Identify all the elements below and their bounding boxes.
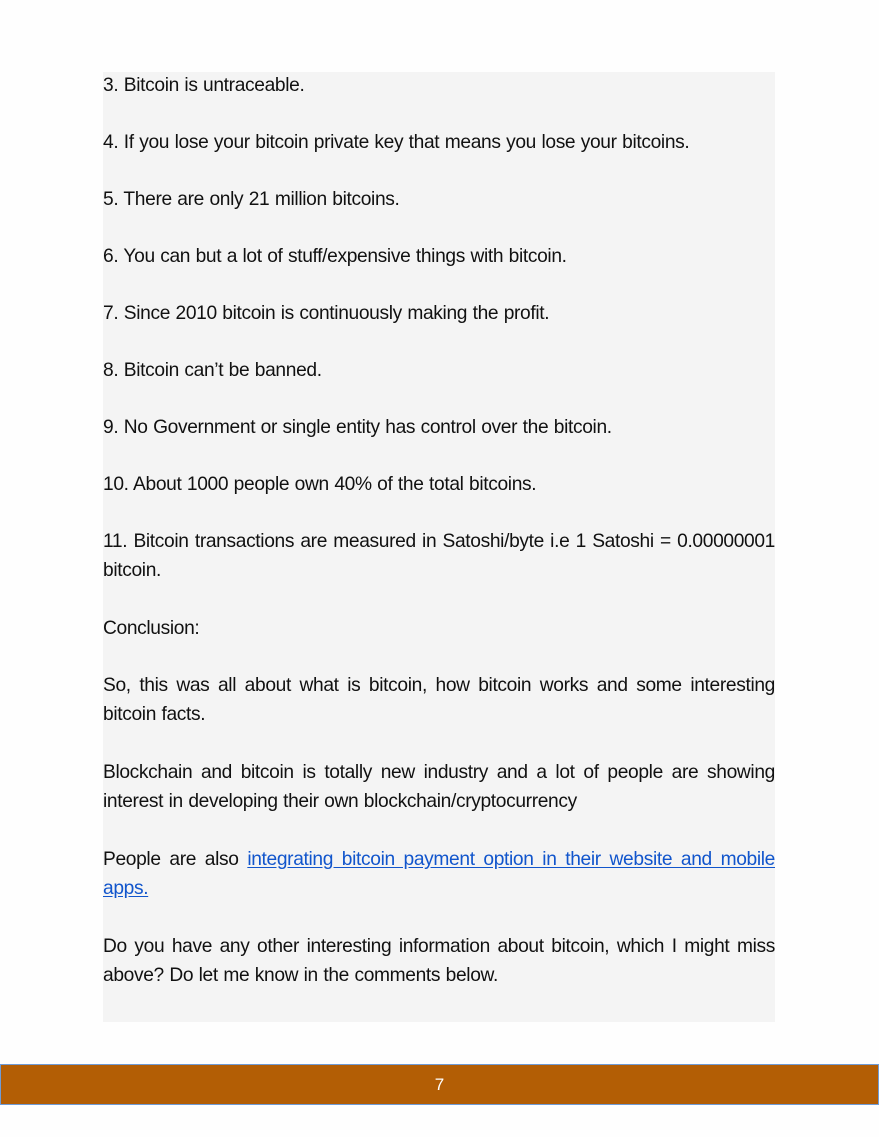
fact-item: 6. You can but a lot of stuff/expensive things with bitcoin. [103, 246, 567, 267]
fact-item: 7. Since 2010 bitcoin is continuously making the profit. [103, 303, 550, 324]
fact-item: 8. Bitcoin can’t be banned. [103, 360, 322, 381]
fact-item: 4. If you lose your bitcoin private key that means you lose your bitcoins. [103, 132, 690, 153]
conclusion-heading: Conclusion: [103, 618, 200, 639]
link-paragraph-prefix: People are also [103, 849, 248, 870]
link-paragraph [103, 845, 775, 903]
bitcoin-payment-integration-link[interactable]: integrating bitcoin payment option in their website and mobile apps. [103, 849, 775, 899]
fact-item: 9. No Government or single entity has control over the bitcoin. [103, 417, 612, 438]
fact-item: 3. Bitcoin is untraceable. [103, 75, 305, 96]
fact-item: 11. Bitcoin transactions are measured in Satoshi/byte i.e 1 Satoshi = 0.00000001 bitcoin. [103, 531, 775, 581]
closing-paragraph: Do you have any other interesting information about bitcoin, which I might miss above? Do let me know in the comments below. [103, 936, 775, 986]
fact-item: 5. There are only 21 million bitcoins. [103, 189, 400, 210]
conclusion-paragraph: Blockchain and bitcoin is totally new industry and a lot of people are showing interest in developing their own blockchain/cryptocurrency [103, 762, 775, 812]
conclusion-paragraph: So, this was all about what is bitcoin, how bitcoin works and some interesting bitcoin facts. [103, 675, 775, 725]
page-number: 7 [434, 1074, 445, 1094]
page-footer-bar [0, 1064, 879, 1105]
fact-item: 10. About 1000 people own 40% of the total bitcoins. [103, 474, 537, 495]
